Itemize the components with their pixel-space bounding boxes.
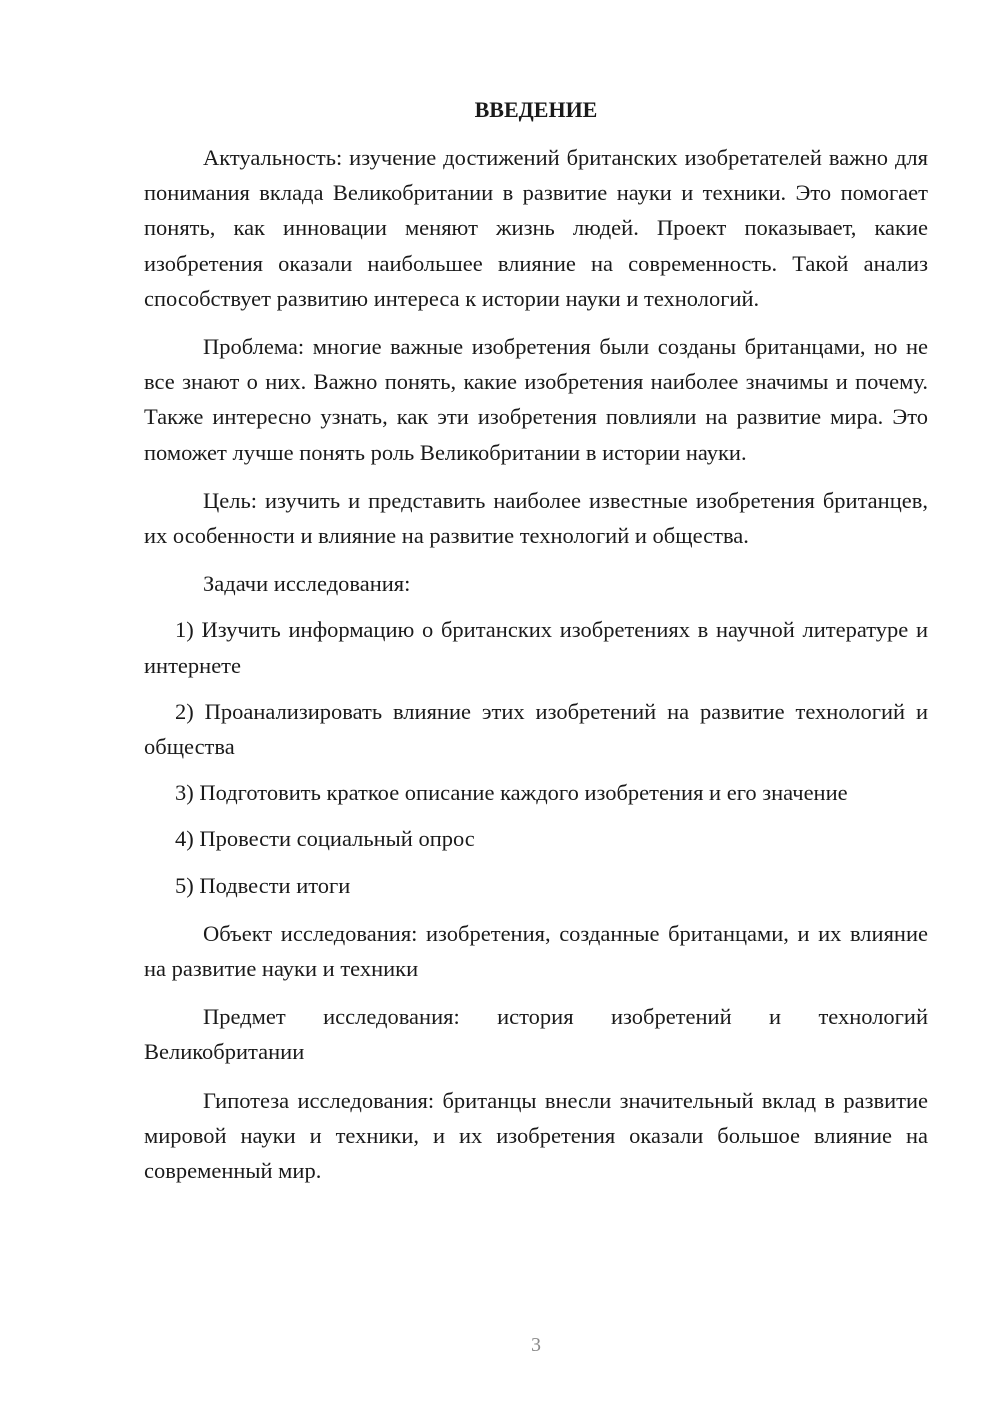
relevance-paragraph: Актуальность: изучение достижений британских изобретателей важно для понимания вклада Великобритании в развитие науки и техники. Это помогает понять, как инновации меняют жизнь людей. Проект показывает, какие изобретения оказали наибольшее влияние на современность. Такой анализ способствует развитию интереса к истории науки и технологий.	[144, 145, 928, 311]
section-title: ВВЕДЕНИЕ	[474, 97, 598, 122]
goal-paragraph: Цель: изучить и представить наиболее известные изобретения британцев, их особенности и влияние на развитие технологий и общества.	[144, 487, 928, 549]
task-item-4: 4) Провести социальный опрос	[175, 826, 475, 852]
hypothesis-paragraph: Гипотеза исследования: британцы внесли значительный вклад в развитие мировой науки и техники, и их изобретения оказали большое влияние на современный мир.	[144, 1087, 928, 1184]
task-item-5: 5) Подвести итоги	[175, 872, 351, 898]
task-item-2: 2) Проанализировать влияние этих изобретений на развитие технологий и общества	[144, 698, 928, 760]
page-number: 3	[531, 1334, 541, 1356]
tasks-heading: Задачи исследования:	[203, 571, 411, 597]
task-item-3: 3) Подготовить краткое описание каждого изобретения и его значение	[175, 780, 848, 806]
subject-paragraph: Предмет исследования: история изобретений и технологий Великобритании	[144, 1004, 928, 1065]
page-content	[144, 92, 928, 1188]
task-item-1: 1) Изучить информацию о британских изобретениях в научной литературе и интернете	[144, 617, 928, 678]
object-paragraph: Объект исследования: изобретения, созданные британцами, и их влияние на развитие науки и техники	[144, 920, 928, 982]
problem-paragraph: Проблема: многие важные изобретения были созданы британцами, но не все знают о них. Важно понять, какие изобретения наиболее значимы и почему. Также интересно узнать, как эти изобретения повлияли на развитие мира. Это поможет лучше понять роль Великобритании в истории науки.	[144, 334, 928, 465]
